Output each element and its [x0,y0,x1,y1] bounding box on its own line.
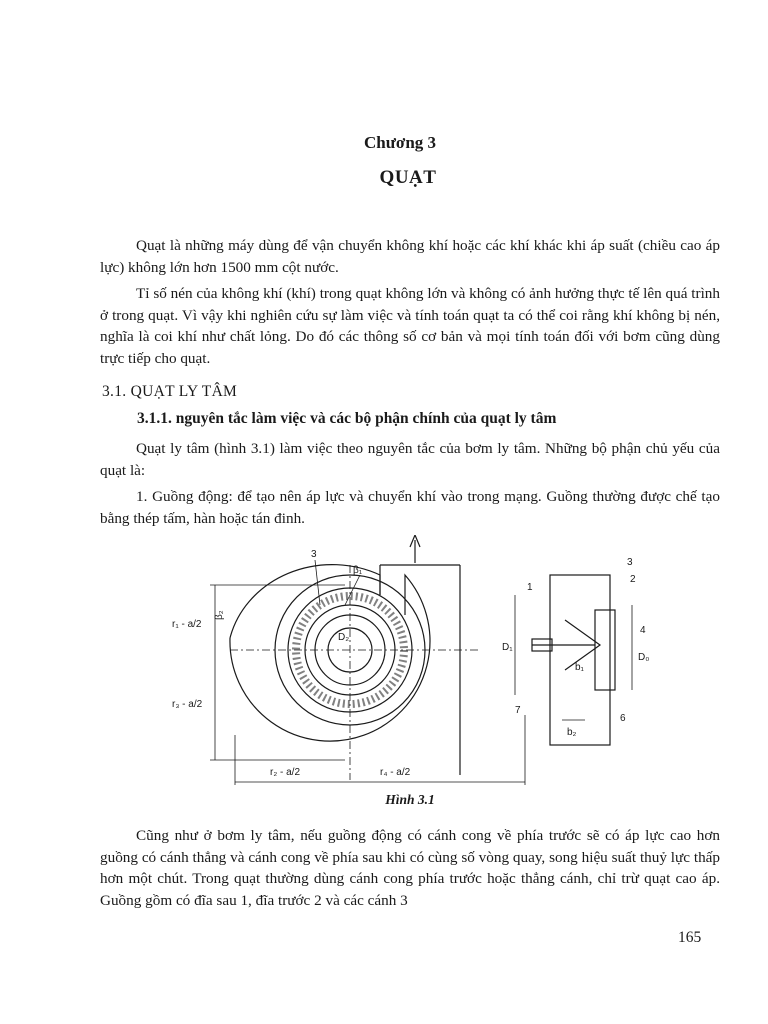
subsection-heading: 3.1.1. nguyên tắc làm việc và các bộ phận chính của quạt ly tâm [137,410,557,427]
label-b1: b₁ [575,662,584,673]
fan-diagram [170,535,730,795]
label-beta2: β₂ [214,610,225,620]
label-r3: r₃ - a/2 [172,699,203,710]
label-side-7: 7 [515,705,521,716]
label-side-1: 1 [527,582,533,593]
chapter-title: QUẠT [379,167,437,188]
label-d2: D₂ [338,632,350,643]
figure-caption: Hình 3.1 [385,792,435,807]
label-part-3: 3 [311,549,317,560]
label-r4: r₄ - a/2 [380,767,411,778]
label-beta1: β₁ [353,565,363,576]
label-r2: r₂ - a/2 [270,767,300,778]
subsection-paragraph-1: Quạt ly tâm (hình 3.1) làm việc theo nguyên tắc của bơm ly tâm. Những bộ phận chủ yếu của quạt là: [100,440,720,479]
section-heading: 3.1. QUẠT LY TÂM [102,383,238,400]
chapter-label: Chương 3 [363,133,437,152]
closing-paragraph: Cũng như ở bơm ly tâm, nếu guồng động có cánh cong về phía trước sẽ có áp lực cao hơn guồng có cánh thẳng và cánh cong về phía sau khi có cùng số vòng quay, song hiệu suất thuỷ lực thấp hơn một chút. Trong quạt thường dùng cánh cong phía trước hoặc thẳng cánh, chỉ trừ quạt cao áp. Guồng gồm có đĩa sau 1, đĩa trước 2 và các cánh 3 [100,827,720,909]
label-side-4: 4 [640,625,646,636]
label-b2: b₂ [567,727,577,738]
label-d0: D₀ [638,652,650,663]
intro-paragraph-1: Quạt là những máy dùng để vận chuyển không khí hoặc các khí khác khi áp suất (chiều cao áp lực) không lớn hơn 1500 mm cột nước. [100,237,720,276]
label-side-2: 2 [630,574,636,585]
label-side-6: 6 [620,713,626,724]
label-r1: r₁ - a/2 [172,619,202,630]
centrifugal-fan-figure [170,535,670,835]
label-side-3: 3 [627,557,633,568]
page-number: 165 [678,929,702,946]
label-d1: D₁ [502,642,513,653]
intro-paragraph-2: Tỉ số nén của không khí (khí) trong quạt không lớn và không có ảnh hưởng thực tế lên quá trình ở trong quạt. Vì vậy khi nghiên cứu sự làm việc và tính toán quạt ta có thể coi rằng khí không bị nén, nghĩa là coi khí như chất lỏng. Do đó các thông số cơ bản và mọi tính toán đối với bơm cũng dùng trực tiếp cho quạt. [100,285,720,367]
subsection-paragraph-2: 1. Guồng động: để tạo nên áp lực và chuyển khí vào trong mạng. Guồng thường được chế tạo bằng thép tấm, hàn hoặc tán đinh. [100,488,720,527]
